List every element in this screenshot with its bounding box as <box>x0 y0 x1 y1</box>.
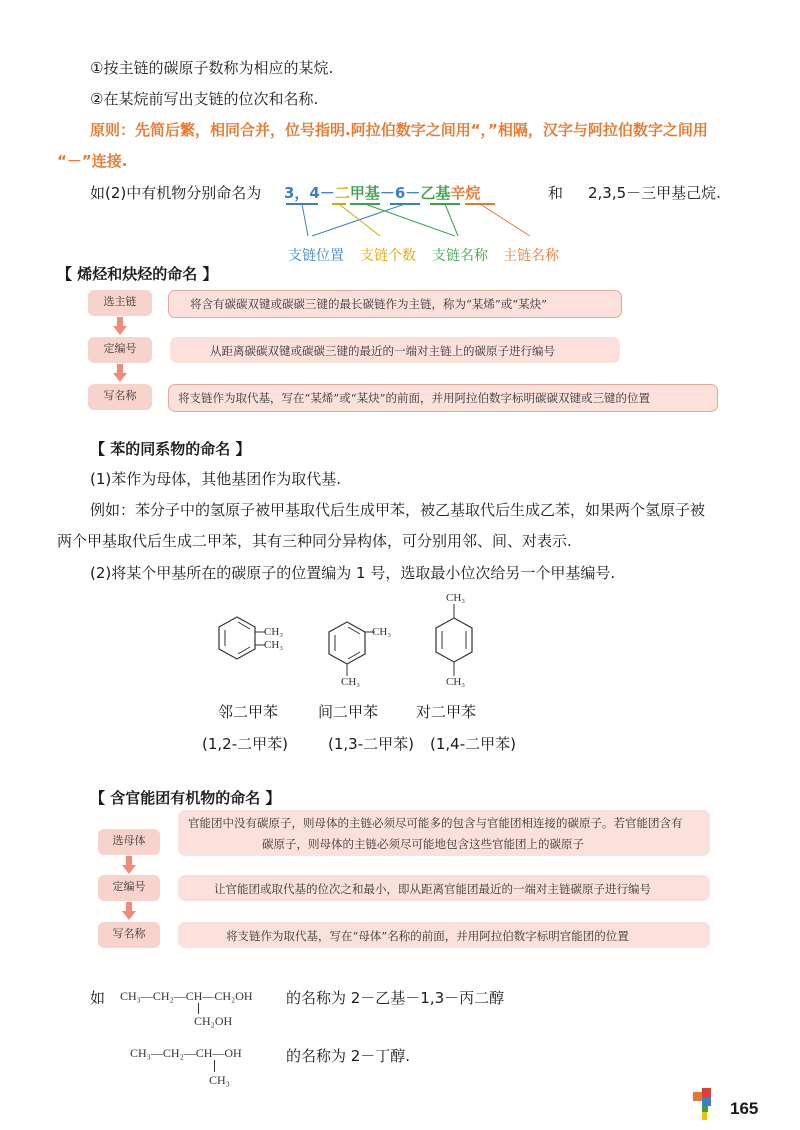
section-heading-functional: 【 含官能团有机物的命名 】 <box>90 789 281 807</box>
example-second-name: 2,3,5－三甲基己烷. <box>588 184 721 202</box>
name-part-position: 3，4－ <box>284 184 335 202</box>
alkene-step-text-1: 将含有碳碳双键或碳碳三键的最长碳链作为主链，称为“某烯”或“某炔” <box>190 297 548 311</box>
para-xylene-structure <box>432 604 482 684</box>
benzene-paragraph-1: (1)苯作为母体，其他基团作为取代基. <box>90 470 342 488</box>
publisher-logo-icon <box>690 1086 720 1124</box>
meta-name: 间二甲苯 <box>318 703 379 721</box>
name-part-count: 二 <box>334 184 350 202</box>
flow-arrow-stem <box>126 856 132 865</box>
example-and: 和 <box>548 184 564 202</box>
examples-ru: 如 <box>90 989 106 1007</box>
section-heading-alkene: 【 烯烃和炔烃的命名 】 <box>57 265 218 283</box>
func-step-label-3: 写名称 <box>98 922 160 948</box>
formula-2-name: 的名称为 2－丁醇. <box>286 1047 411 1065</box>
benzene-paragraph-2b: 两个甲基取代后生成二甲苯，其有三种同分异构体，可分别用邻、间、对表示. <box>57 532 572 550</box>
func-step-text-1a: 官能团中没有碳原子，则母体的主链必须尽可能多的包含与官能团相连接的碳原子。若官能团含有 <box>188 816 683 830</box>
formula-2-branch: CH₃ <box>209 1073 230 1087</box>
flow-arrow-icon <box>113 373 127 382</box>
example-prefix: 如(2)中有机物分别命名为 <box>90 184 262 202</box>
rule-line-2: ②在某烷前写出支链的位次和名称. <box>90 90 319 108</box>
formula-2-main: CH₃—CH₂—CH—OH <box>130 1046 242 1060</box>
page-number: 165 <box>730 1099 759 1118</box>
formula-1-main: CH₃—CH₂—CH—CH₂OH <box>120 989 253 1003</box>
formula-1-name: 的名称为 2－乙基－1,3－丙二醇 <box>286 989 505 1007</box>
alkene-step-text-3: 将支链作为取代基，写在“某烯”或“某炔”的前面，并用阿拉伯数字标明碳碳双键或三键的位置 <box>178 391 651 405</box>
formula-1-branch: CH₂OH <box>194 1014 233 1028</box>
label-branch-count: 支链个数 <box>360 248 416 264</box>
flow-arrow-icon <box>122 911 136 920</box>
label-branch-name: 支链名称 <box>432 248 488 264</box>
para-ch3-2: CH₃ <box>446 676 466 688</box>
alkene-step-text-2: 从距离碳碳双键或碳碳三键的最近的一端对主链上的碳原子进行编号 <box>210 344 555 358</box>
meta-iupac: (1,3-二甲苯) <box>328 735 414 753</box>
formula-1-bond <box>198 1003 199 1014</box>
alkene-step-label-1: 选主链 <box>88 290 152 316</box>
label-branch-position: 支链位置 <box>288 248 344 264</box>
principle-line-2: “－”连接. <box>57 152 128 170</box>
benzene-paragraph-3: (2)将某个甲基所在的碳原子的位置编为 1 号，选取最小位次给另一个甲基编号. <box>90 564 616 582</box>
ortho-iupac: (1,2-二甲苯) <box>202 735 288 753</box>
para-iupac: (1,4-二甲苯) <box>430 735 516 753</box>
benzene-paragraph-2a: 例如：苯分子中的氢原子被甲基取代后生成甲苯，被乙基取代后生成乙苯，如果两个氢原子被 <box>90 501 706 519</box>
formula-2-bond <box>214 1060 215 1072</box>
func-step-label-2: 定编号 <box>98 875 160 901</box>
name-part-branch-2: 乙基 <box>420 184 451 202</box>
name-part-position-2: －6－ <box>379 184 421 202</box>
name-part-branch-1: 甲基 <box>349 184 380 202</box>
para-name: 对二甲苯 <box>416 703 477 721</box>
ortho-ch3-2: CH₃ <box>264 639 284 651</box>
meta-ch3-1: CH₃ <box>372 626 392 638</box>
flow-arrow-stem <box>126 902 132 911</box>
flow-arrow-stem <box>117 364 123 373</box>
para-ch3-1: CH₃ <box>446 592 466 604</box>
ortho-name: 邻二甲苯 <box>218 703 279 721</box>
label-main-chain: 主链名称 <box>503 248 559 264</box>
rule-line-1: ①按主链的碳原子数称为相应的某烷. <box>90 59 334 77</box>
func-step-label-1: 选母体 <box>98 829 160 855</box>
principle-line-1: 原则：先简后繁，相同合并，位号指明.阿拉伯数字之间用“，”相隔，汉字与阿拉伯数字之间用 <box>90 121 708 139</box>
ortho-xylene-structure <box>215 612 265 667</box>
flow-arrow-stem <box>117 317 123 326</box>
func-step-text-2: 让官能团或取代基的位次之和最小，即从距离官能团最近的一端对主链碳原子进行编号 <box>214 882 651 896</box>
section-heading-benzene: 【 苯的同系物的命名 】 <box>90 440 251 458</box>
name-part-main: 辛烷 <box>450 184 481 202</box>
func-step-text-3: 将支链作为取代基，写在“母体”名称的前面，并用阿拉伯数字标明官能团的位置 <box>226 929 629 943</box>
func-step-text-1b: 碳原子，则母体的主链必须尽可能地包含这些官能团上的碳原子 <box>262 837 584 851</box>
ortho-ch3-1: CH₃ <box>264 626 284 638</box>
meta-xylene-structure <box>325 612 375 682</box>
alkene-step-label-3: 写名称 <box>88 384 152 410</box>
annotation-arrows <box>280 198 570 246</box>
flow-arrow-icon <box>113 326 127 335</box>
flow-arrow-icon <box>122 865 136 874</box>
meta-ch3-2: CH₃ <box>341 676 361 688</box>
alkene-step-label-2: 定编号 <box>88 337 152 363</box>
